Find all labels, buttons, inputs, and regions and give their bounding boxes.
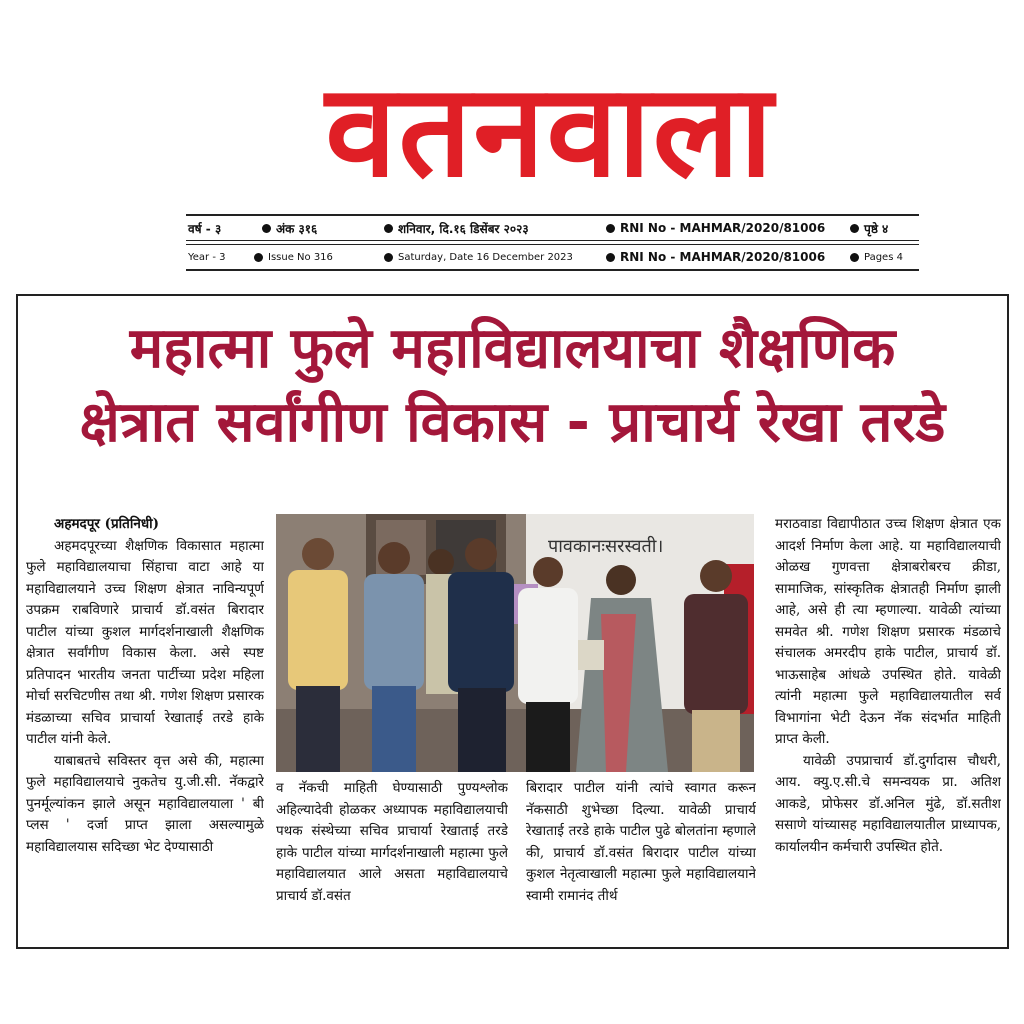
bullet-icon [254, 253, 263, 262]
dateline-date-en-wrap [384, 252, 573, 263]
person-1 [288, 538, 348, 772]
column3-text: बिरादार पाटील यांनी त्यांचे स्वागत करून नॅकसाठी शुभेच्छा दिल्या. यावेळी प्राचार्य रेखाताई तरडे हाके पाटील पुढे बोलतांना म्हणाले की, प्राचार्य डॉ.वसंत बिरादार पाटील यांच्या कुशल नेतृत्वाखाली महात्मा फुले महाविद्यालयाने स्वामी रामानंद तीर्थ [526, 780, 756, 904]
dateline-rni: RNI No - MAHMAR/2020/81006 [620, 221, 826, 235]
news-photo [276, 514, 754, 772]
column2-text: व नॅकची माहिती घेण्यासाठी पुण्यश्लोक अहिल्यादेवी होळकर अध्यापक महाविद्यालयाची पथक संस्थेच्या सचिव प्राचार्या रेखाताई तरडे हाके पाटील यांच्या मार्गदर्शनाखाली महात्मा फुले महाविद्यालयात आले असता महाविद्यालयाचे प्राचार्य डॉ.वसंत [276, 780, 508, 904]
column4-paragraph-2: यावेळी उपप्राचार्य डॉ.दुर्गादास चौधरी, आय. क्यु.ए.सी.चे समन्वयक प्रा. अतिश आकडे, प्रोफेसर डॉ.अनिल मुंढे, डॉ.सतीश ससाणे यांच्यासह महाविद्यालयातील प्राध्यापक, कार्यालयीन कर्मचारी उपस्थित होते. [775, 752, 1001, 855]
memento [578, 640, 604, 670]
dateline-marathi [186, 214, 919, 241]
column1-paragraph-1: अहमदपूरच्या शैक्षणिक विकासात महात्मा फुले महाविद्यालयाचा सिंहाचा वाटा आहे या महाविद्यालयाने उच्च शिक्षण क्षेत्रात नाविन्यपूर्ण उपक्रम राबविणारे प्राचार्य डॉ.वसंत बिरादार पाटील यांच्या कुशल मार्गदर्शनाखाली शैक्षणिक क्षेत्रात सर्वांगीण विकास केला. असे स्पष्ट प्रतिपादन भारतीय जनता पार्टीच्या प्रदेश महिला मोर्चा सरचिटणीस तथा श्री. गणेश शिक्षण प्रसारक मंडळाच्या सचिव प्राचार्या रेखाताई तरडे हाके पाटील यांनी केले. [26, 537, 264, 747]
dateline-date-en: Saturday, Date 16 December 2023 [398, 251, 573, 263]
dateline-year-en: Year - 3 [188, 251, 226, 263]
dateline-pages-wrap [850, 220, 888, 237]
dateline-issue-en-wrap [254, 252, 333, 263]
photo-banner-text: पावकानःसरस्वती। [548, 536, 664, 557]
headline-line-2: क्षेत्रात सर्वांगीण विकास - प्राचार्य रेखा तरडे [79, 390, 946, 455]
bullet-icon [384, 224, 393, 233]
byline: अहमदपूर (प्रतिनिधी) [54, 516, 160, 532]
dateline-pages-en: Pages 4 [864, 251, 903, 263]
dateline-year: वर्ष - ३ [188, 221, 222, 236]
person-5 [518, 557, 578, 772]
person-2 [364, 542, 424, 772]
photo-illustration [276, 514, 754, 772]
headline-line-1: महात्मा फुले महाविद्यालयाचा शैक्षणिक [129, 316, 896, 381]
article-column-2 [276, 778, 508, 938]
column4-paragraph-1: मराठवाडा विद्यापीठात उच्च शिक्षण क्षेत्रात एक आदर्श निर्माण केला आहे. या महाविद्यालयाची ओळख गुणवत्ता क्षेत्राबरोबरच क्रीडा, सामाजिक, सांस्कृतिक क्षेत्रातही निर्माण झाली आहे, असे ही त्या म्हणाल्या. यावेळी त्यांच्या समवेत श्री. गणेश शिक्षण प्रसारक मंडळाचे संचालक अमरदीप हाके पाटील, प्राचार्य डॉ. भाऊसाहेब आंधळे उपस्थित होते. यावेळी त्यांनी महात्मा फुले महाविद्यालयातील सर्व विभागांना भेटी देऊन नॅक संदर्भात माहिती प्राप्त केली. [775, 516, 1001, 747]
article-column-3 [526, 778, 756, 938]
bullet-icon [262, 224, 271, 233]
dateline-date: शनिवार, दि.१६ डिसेंबर २०२३ [398, 221, 529, 236]
dateline-rni-en-wrap [606, 250, 825, 264]
newspaper-masthead: वतनवाला [325, 57, 775, 206]
bullet-icon [606, 253, 615, 262]
dateline-pages-en-wrap [850, 252, 903, 263]
article-column-4 [775, 514, 1001, 939]
article-column-1 [26, 514, 264, 939]
column1-paragraph-2: याबाबतचे सविस्तर वृत्त असे की, महात्मा फुले महाविद्यालयाचे नुकतेच यु.जी.सी. नॅकद्वारे पुनर्मूल्यांकन झाले असून महाविद्यालयाला ' बी प्लस ' दर्जा प्राप्त झाला असल्यामुळे महाविद्यालयास सदिच्छा भेट देण्यासाठी [26, 752, 264, 855]
dateline-english [186, 244, 919, 271]
bullet-icon [850, 224, 859, 233]
dateline-issue: अंक ३१६ [276, 221, 318, 236]
bullet-icon [606, 224, 615, 233]
dateline-issue-en: Issue No 316 [268, 251, 333, 263]
dateline-rni-en: RNI No - MAHMAR/2020/81006 [620, 250, 826, 264]
dateline-rni-wrap [606, 221, 825, 235]
dateline-issue-wrap [262, 220, 317, 237]
bullet-icon [384, 253, 393, 262]
dateline-pages: पृष्ठे ४ [864, 221, 889, 236]
dateline-date-wrap [384, 220, 529, 237]
bullet-icon [850, 253, 859, 262]
